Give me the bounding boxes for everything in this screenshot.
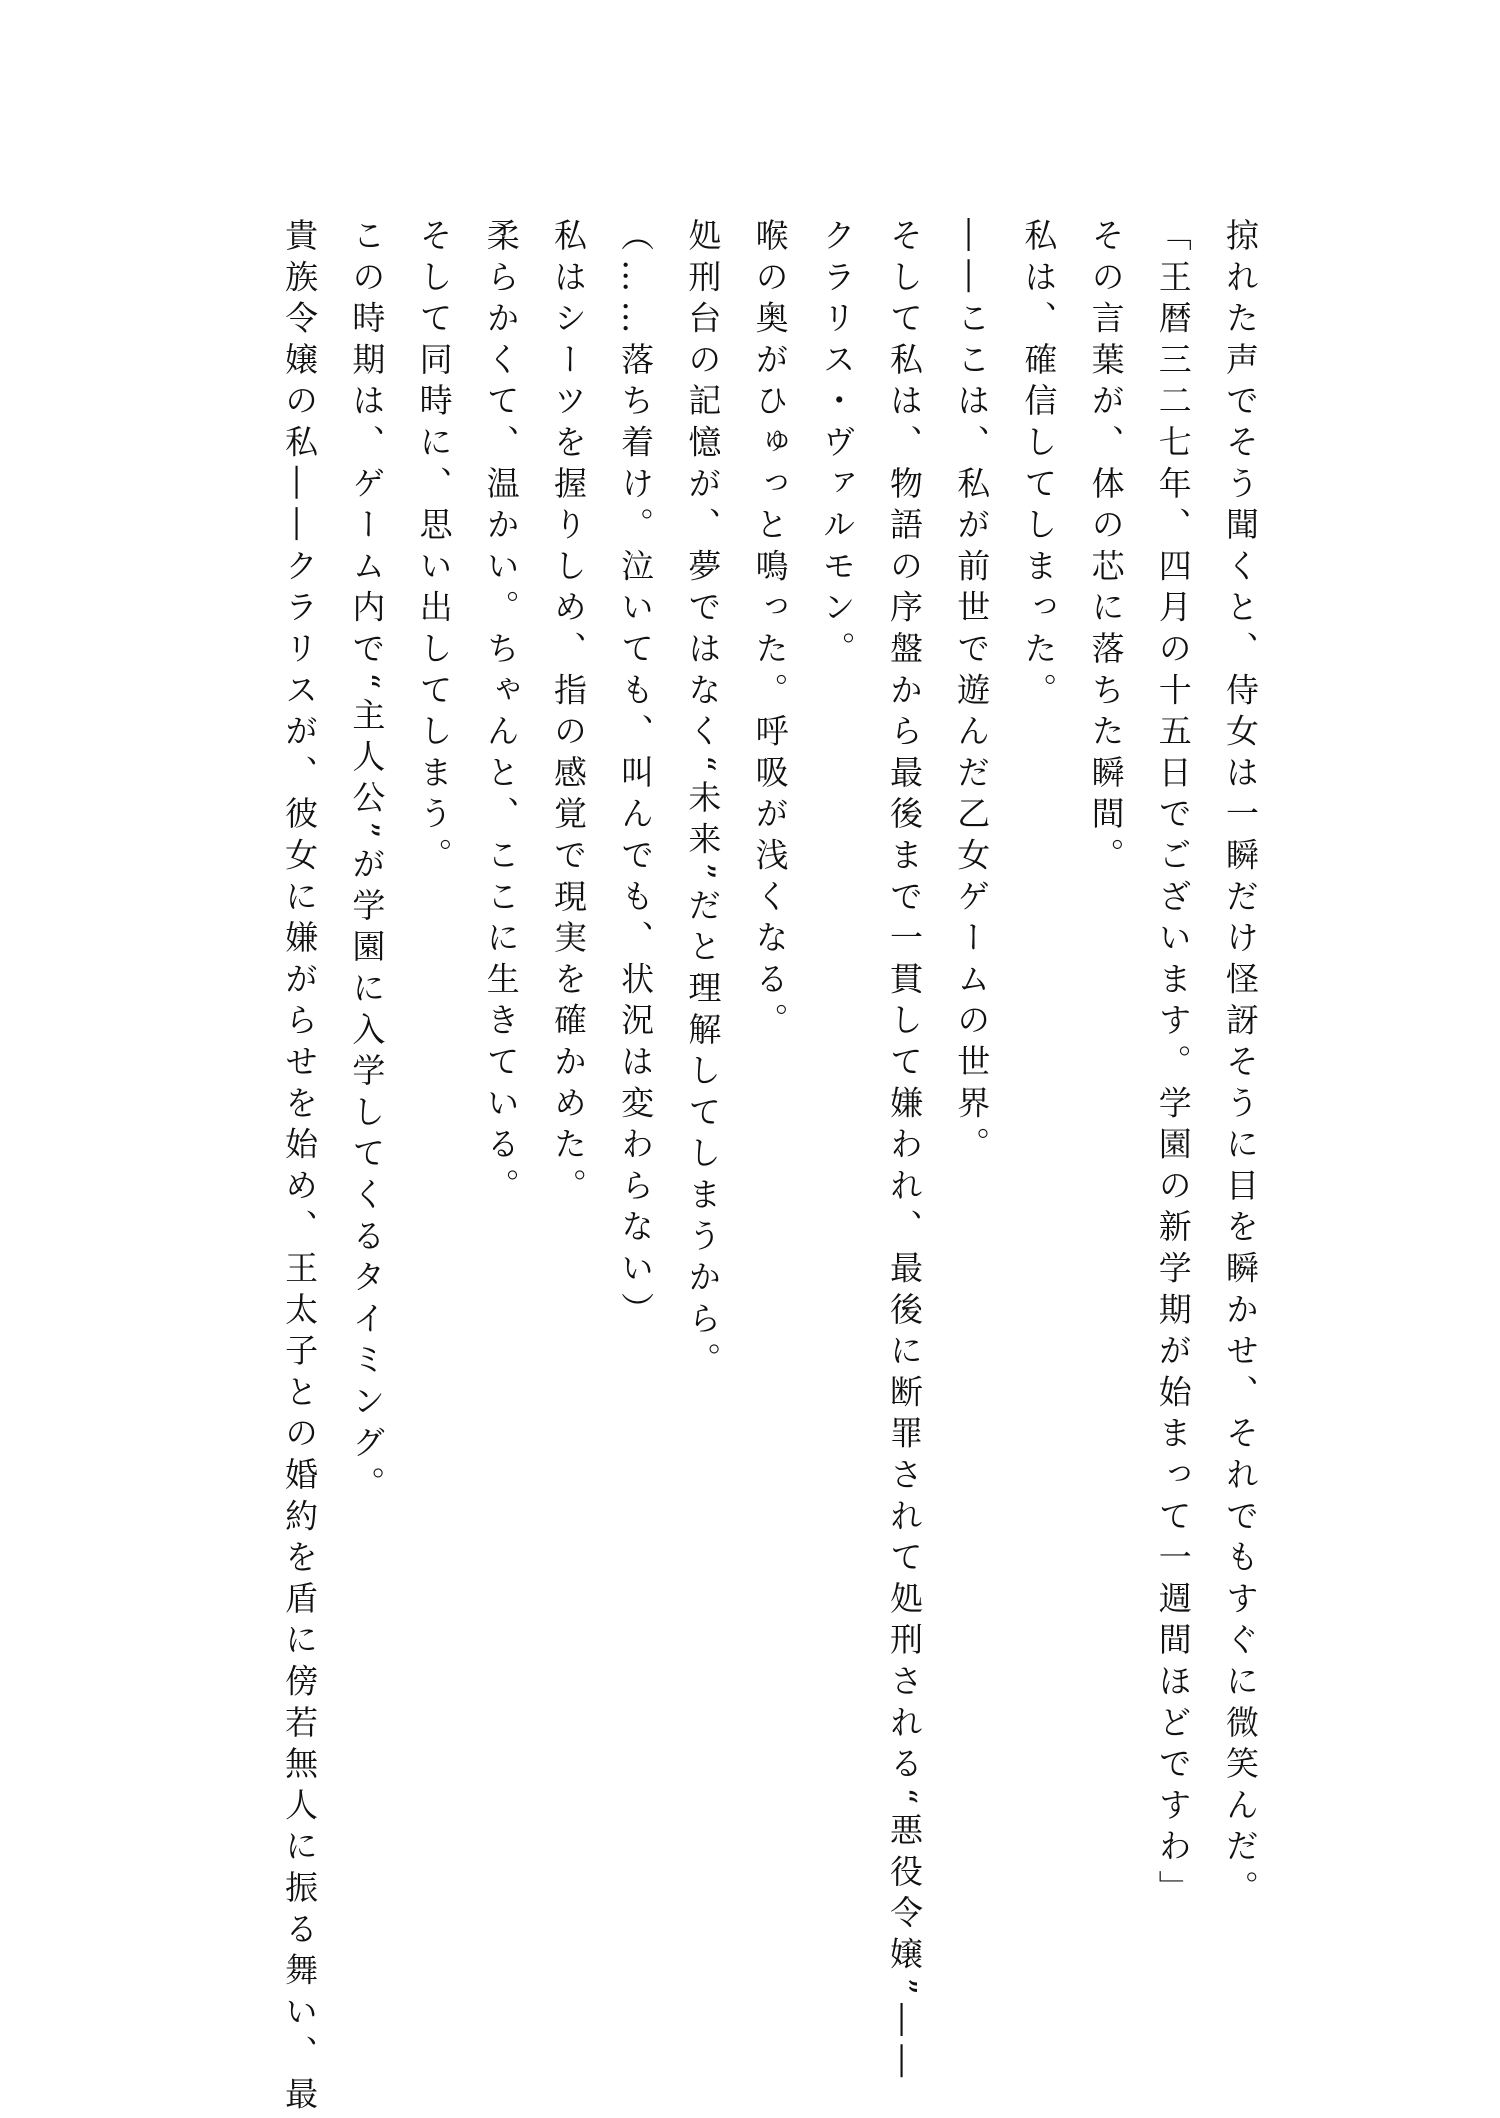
- text-line: 掠れた声でそう聞くと、侍女は一瞬だけ怪訝そうに目を瞬かせ、それでもすぐに微笑んだ。: [1221, 218, 1260, 1912]
- text-line: 私は、確信してしまった。: [1019, 218, 1059, 714]
- text-line: 「王暦三二七年、四月の十五日でございます。学園の新学期が始まって一週間ほどですわ」: [1153, 218, 1193, 1912]
- text-line: 貴族令嬢の私――クラリスが、彼女に嫌がらせを始め、王太子との婚約を盾に傍若無人に振る舞い、最: [280, 218, 320, 2118]
- text-line: （……落ち着け。泣いても、叫んでも、状況は変わらない）: [616, 218, 656, 1334]
- text-line: 喉の奥がひゅっと鳴った。呼吸が浅くなる。: [750, 218, 790, 1044]
- text-line: 処刑台の記憶が、夢ではなく“未来”だと理解してしまうから。: [683, 218, 723, 1384]
- text-line: 柔らかくて、温かい。ちゃんと、ここに生きている。: [481, 218, 521, 1210]
- text-line: この時期は、ゲーム内で“主人公”が学園に入学してくるタイミング。: [347, 218, 387, 1508]
- text-line: その言葉が、体の芯に落ちた瞬間。: [1086, 218, 1126, 879]
- text-line: クラリス・ヴァルモン。: [817, 218, 857, 673]
- text-line: そして私は、物語の序盤から最後まで一貫して嫌われ、最後に断罪されて処刑される“悪役令嬢”――: [884, 218, 924, 2086]
- text-line: 私はシーツを握りしめ、指の感覚で現実を確かめた。: [548, 218, 588, 1210]
- text-line: そして同時に、思い出してしまう。: [414, 218, 454, 879]
- vertical-text-body: [266, 218, 1274, 2118]
- text-line: ――ここは、私が前世で遊んだ乙女ゲームの世界。: [952, 218, 992, 1168]
